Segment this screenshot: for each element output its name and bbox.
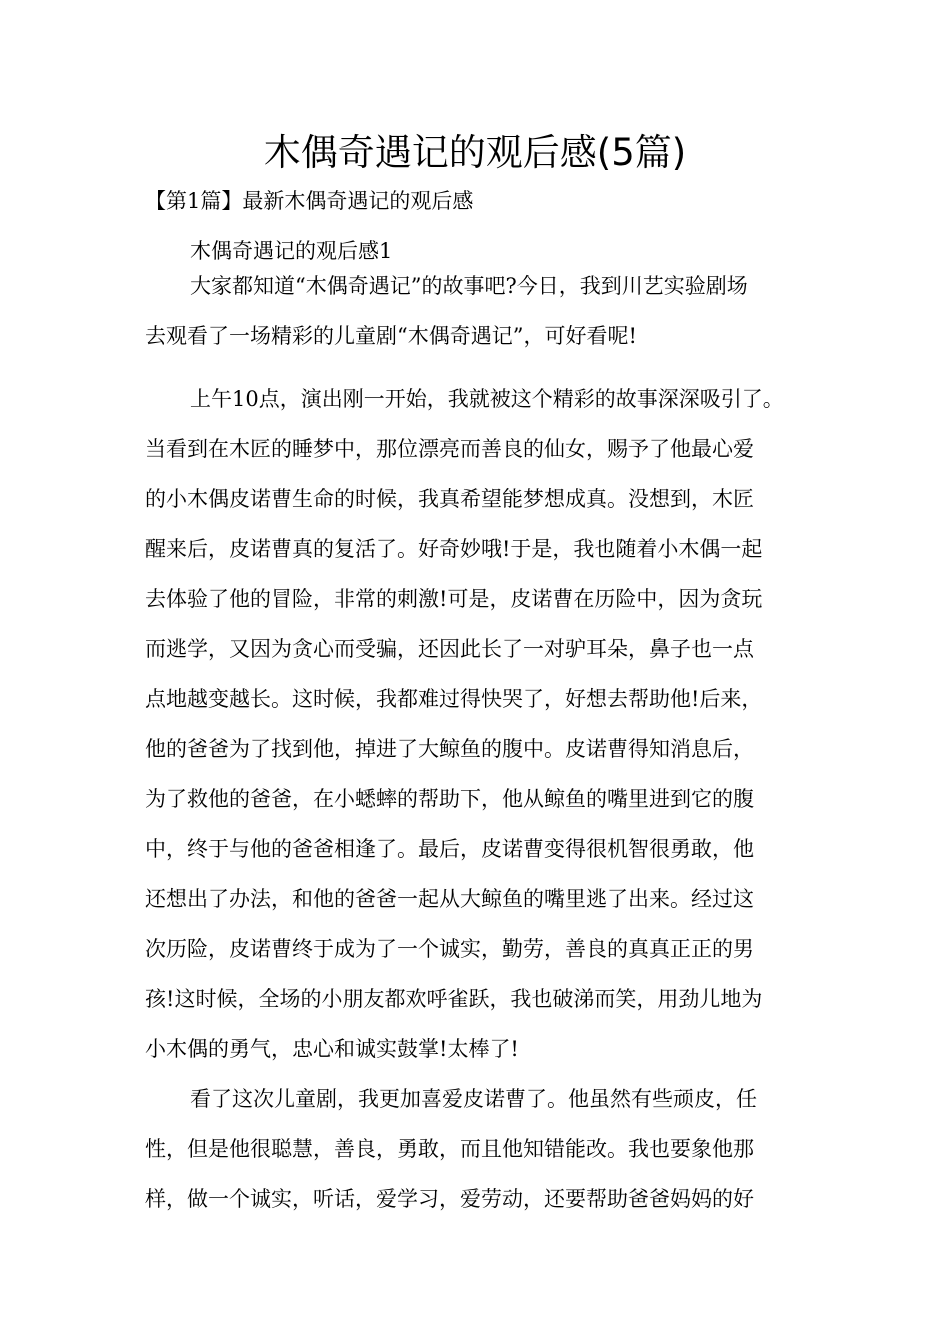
paragraph-line: 去观看了一场精彩的儿童剧“木偶奇遇记”，可好看呢!	[145, 324, 637, 348]
essay-subtitle: 木偶奇遇记的观后感1	[190, 239, 393, 263]
paragraph-line: 孩!这时候，全场的小朋友都欢呼雀跃，我也破涕而笑，用劲儿地为	[145, 987, 763, 1011]
paragraph-line: 小木偶的勇气，忠心和诚实鼓掌!太棒了!	[145, 1037, 519, 1061]
paragraph-1	[145, 261, 825, 361]
paragraph-line: 样，做一个诚实，听话，爱学习，爱劳动，还要帮助爸爸妈妈的好	[145, 1187, 754, 1211]
paragraph-line: 他的爸爸为了找到他，掉进了大鲸鱼的腹中。皮诺曹得知消息后，	[145, 737, 754, 761]
section-heading: 【第1篇】最新木偶奇遇记的观后感	[145, 189, 474, 213]
paragraph-line: 而逃学，又因为贪心而受骗，还因此长了一对驴耳朵，鼻子也一点	[145, 637, 754, 661]
paragraph-line: 中，终于与他的爸爸相逢了。最后，皮诺曹变得很机智很勇敢，他	[145, 837, 754, 861]
paragraph-line: 性，但是他很聪慧，善良，勇敢，而且他知错能改。我也要象他那	[145, 1137, 754, 1161]
paragraph-line: 去体验了他的冒险，非常的刺激!可是，皮诺曹在历险中，因为贪玩	[145, 587, 763, 611]
paragraph-line: 次历险，皮诺曹终于成为了一个诚实，勤劳，善良的真真正正的男	[145, 937, 754, 961]
paragraph-line: 的小木偶皮诺曹生命的时候，我真希望能梦想成真。没想到，木匠	[145, 487, 754, 511]
paragraph-line: 还想出了办法，和他的爸爸一起从大鲸鱼的嘴里逃了出来。经过这	[145, 887, 754, 911]
paragraph-line: 看了这次儿童剧，我更加喜爱皮诺曹了。他虽然有些顽皮，任	[190, 1087, 757, 1111]
paragraph-line: 为了救他的爸爸，在小蟋蟀的帮助下，他从鲸鱼的嘴里进到它的腹	[145, 787, 754, 811]
paragraph-line: 点地越变越长。这时候，我都难过得快哭了，好想去帮助他!后来，	[145, 687, 763, 711]
paragraph-line: 当看到在木匠的睡梦中，那位漂亮而善良的仙女，赐予了他最心爱	[145, 437, 754, 461]
paragraph-line: 醒来后，皮诺曹真的复活了。好奇妙哦!于是，我也随着小木偶一起	[145, 537, 763, 561]
document-title: 木偶奇遇记的观后感(5篇)	[263, 131, 687, 174]
paragraph-line: 大家都知道“木偶奇遇记”的故事吧?今日，我到川艺实验剧场	[190, 274, 748, 298]
paragraph-2	[145, 374, 825, 1074]
paragraph-3	[145, 1074, 825, 1224]
paragraph-line: 上午10点，演出刚一开始，我就被这个精彩的故事深深吸引了。	[190, 387, 784, 411]
